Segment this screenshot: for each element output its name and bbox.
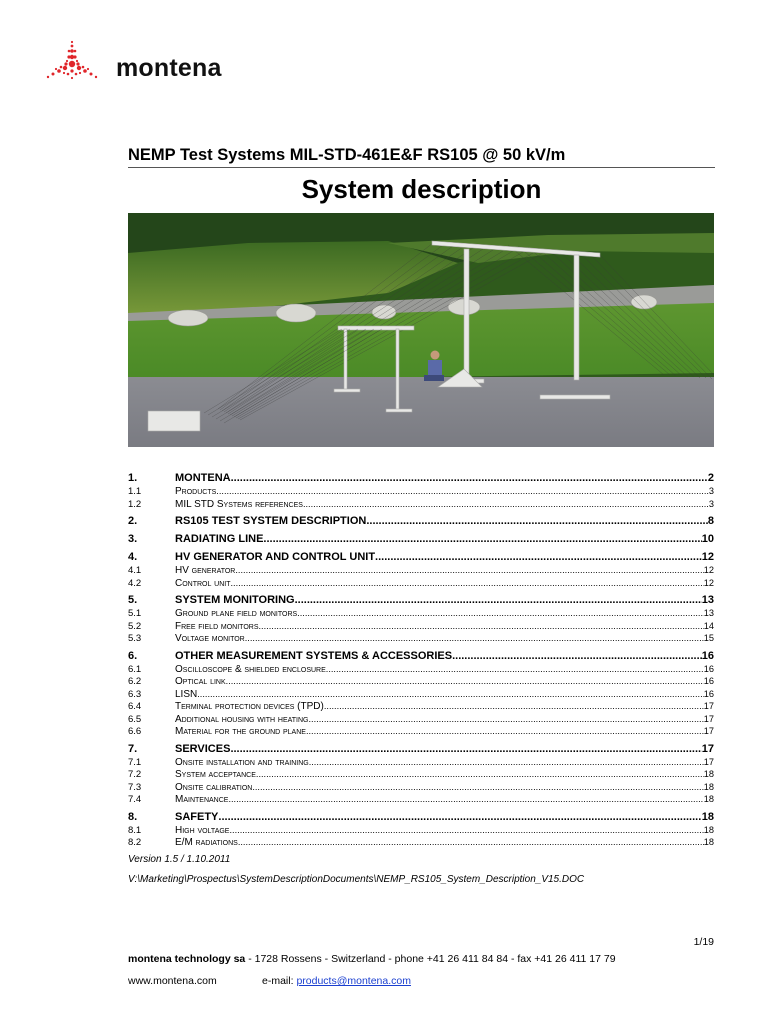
toc-section[interactable] bbox=[128, 551, 714, 564]
toc-title: HV generator bbox=[175, 565, 236, 576]
toc-page-number: 8 bbox=[707, 515, 714, 527]
toc-page-number: 18 bbox=[703, 824, 714, 835]
document-file-path: V:\Marketing\Prospectus\SystemDescriptionDocuments\NEMP_RS105_System_Description_V15.DOC bbox=[128, 874, 585, 885]
toc-leader-dots bbox=[259, 620, 704, 633]
toc-page-number: 17 bbox=[703, 713, 714, 724]
toc-number: 1.1 bbox=[128, 486, 142, 497]
toc-leader-dots bbox=[306, 725, 704, 738]
toc-page-number: 12 bbox=[703, 577, 714, 588]
toc-title: Products bbox=[175, 486, 217, 497]
toc-number: 4.2 bbox=[128, 577, 142, 589]
toc-leader-dots bbox=[324, 700, 704, 713]
toc-page-number: 13 bbox=[703, 608, 714, 618]
toc-page-number: 3 bbox=[708, 498, 714, 509]
toc-subsection[interactable] bbox=[128, 577, 714, 590]
toc-leader-dots bbox=[375, 551, 702, 564]
toc-subsection[interactable] bbox=[128, 756, 714, 769]
toc-number: 6.6 bbox=[128, 726, 142, 737]
toc-section[interactable] bbox=[128, 594, 714, 607]
toc-leader-dots bbox=[245, 632, 704, 645]
toc-page-number: 18 bbox=[703, 794, 714, 804]
toc-title: MIL STD Systems references bbox=[175, 498, 303, 510]
toc-leader-dots bbox=[230, 743, 701, 756]
toc-leader-dots bbox=[228, 793, 703, 806]
toc-subsection[interactable] bbox=[128, 688, 714, 701]
footer-email-label: e-mail: bbox=[262, 975, 297, 987]
toc-leader-dots bbox=[252, 781, 703, 794]
toc-number: 6.2 bbox=[128, 676, 142, 687]
toc-page-number: 18 bbox=[703, 781, 714, 792]
toc-subsection[interactable] bbox=[128, 725, 714, 738]
toc-subsection[interactable] bbox=[128, 564, 714, 577]
toc-page-number: 18 bbox=[701, 810, 714, 823]
toc-subsection[interactable] bbox=[128, 713, 714, 726]
toc-title: E/M radiations bbox=[175, 837, 238, 848]
toc-page-number: 3 bbox=[708, 486, 714, 496]
brand-name: montena bbox=[116, 54, 222, 82]
toc-title: Ground plane field monitors bbox=[175, 608, 298, 619]
toc-title: Additional housing with heating bbox=[175, 713, 309, 725]
company-logo bbox=[42, 38, 242, 94]
toc-page-number: 16 bbox=[703, 676, 714, 686]
toc-page-number: 17 bbox=[703, 756, 714, 767]
toc-title: Optical link bbox=[175, 676, 226, 687]
toc-page-number: 16 bbox=[703, 688, 714, 699]
toc-leader-dots bbox=[256, 768, 704, 781]
toc-leader-dots bbox=[452, 650, 702, 663]
cover-photo bbox=[128, 213, 714, 447]
toc-number: 5.1 bbox=[128, 608, 142, 619]
footer-address bbox=[128, 953, 616, 965]
toc-title: Terminal protection devices (TPD) bbox=[175, 701, 324, 712]
toc-leader-dots bbox=[326, 663, 704, 676]
toc-page-number: 12 bbox=[703, 565, 714, 575]
toc-number: 4.1 bbox=[128, 565, 142, 576]
toc-number: 1.2 bbox=[128, 498, 142, 510]
toc-page-number: 13 bbox=[701, 594, 714, 606]
toc-title: Material for the ground plane bbox=[175, 726, 306, 737]
toc-leader-dots bbox=[303, 498, 709, 511]
toc-page-number: 16 bbox=[701, 649, 714, 662]
toc-leader-dots bbox=[309, 713, 704, 726]
toc-number: 5. bbox=[128, 594, 138, 606]
header-divider bbox=[128, 167, 715, 168]
toc-page-number: 16 bbox=[703, 663, 714, 674]
toc-subsection[interactable] bbox=[128, 793, 714, 806]
toc-section[interactable] bbox=[128, 743, 714, 756]
toc-title: HV GENERATOR AND CONTROL UNIT bbox=[175, 551, 376, 563]
toc-title: High voltage bbox=[175, 824, 230, 836]
toc-subsection[interactable] bbox=[128, 663, 714, 676]
toc-leader-dots bbox=[218, 811, 701, 824]
toc-title: Voltage monitor bbox=[175, 633, 245, 644]
toc-leader-dots bbox=[231, 472, 708, 485]
footer-email-link[interactable]: products@montena.com bbox=[296, 975, 411, 987]
toc-title: Oscilloscope & shielded enclosure bbox=[175, 663, 326, 675]
toc-subsection[interactable] bbox=[128, 700, 714, 713]
toc-subsection[interactable] bbox=[128, 607, 714, 620]
toc-title: Maintenance bbox=[175, 794, 229, 805]
toc-subsection[interactable] bbox=[128, 632, 714, 645]
toc-number: 8. bbox=[128, 810, 138, 823]
toc-leader-dots bbox=[309, 756, 704, 769]
toc-leader-dots bbox=[216, 485, 709, 498]
toc-leader-dots bbox=[238, 836, 704, 849]
table-of-contents bbox=[128, 472, 714, 849]
toc-subsection[interactable] bbox=[128, 768, 714, 781]
toc-number: 6.5 bbox=[128, 713, 142, 725]
toc-subsection[interactable] bbox=[128, 675, 714, 688]
toc-title: Control unit bbox=[175, 577, 231, 589]
toc-number: 6.4 bbox=[128, 701, 142, 712]
document-version: Version 1.5 / 1.10.2011 bbox=[128, 854, 231, 865]
toc-subsection[interactable] bbox=[128, 781, 714, 794]
toc-number: 7.2 bbox=[128, 769, 142, 780]
toc-subsection[interactable] bbox=[128, 498, 714, 511]
toc-page-number: 10 bbox=[701, 533, 714, 545]
toc-title: LISN bbox=[175, 688, 198, 700]
footer-website[interactable]: www.montena.com bbox=[128, 975, 217, 987]
toc-title: Onsite calibration bbox=[175, 781, 253, 793]
toc-leader-dots bbox=[295, 594, 702, 607]
toc-title: SAFETY bbox=[175, 810, 219, 823]
toc-page-number: 12 bbox=[701, 551, 714, 563]
toc-leader-dots bbox=[197, 688, 704, 701]
toc-subsection[interactable] bbox=[128, 485, 714, 498]
toc-title: Onsite installation and training bbox=[175, 756, 309, 768]
document-subtitle: NEMP Test Systems MIL-STD-461E&F RS105 @ 50 kV/m bbox=[128, 146, 566, 164]
toc-section[interactable] bbox=[128, 650, 714, 663]
toc-title: SYSTEM MONITORING bbox=[175, 594, 295, 606]
toc-number: 5.3 bbox=[128, 633, 142, 644]
footer-address-line: - 1728 Rossens - Switzerland - phone +41 26 411 84 84 - fax +41 26 411 17 79 bbox=[245, 953, 616, 965]
toc-number: 7. bbox=[128, 742, 138, 755]
toc-title: RADIATING LINE bbox=[175, 533, 264, 545]
toc-page-number: 14 bbox=[703, 620, 714, 631]
toc-leader-dots bbox=[366, 515, 708, 528]
toc-page-number: 17 bbox=[703, 726, 714, 736]
toc-page-number: 2 bbox=[707, 472, 714, 484]
toc-title: MONTENA bbox=[175, 472, 231, 484]
toc-number: 8.2 bbox=[128, 837, 142, 848]
toc-number: 4. bbox=[128, 551, 138, 563]
toc-number: 3. bbox=[128, 533, 138, 545]
montena-logo-icon bbox=[42, 38, 110, 94]
page-number: 1/19 bbox=[693, 936, 714, 948]
toc-number: 5.2 bbox=[128, 620, 142, 632]
toc-subsection[interactable] bbox=[128, 824, 714, 837]
toc-leader-dots bbox=[263, 533, 701, 546]
footer-contact bbox=[128, 975, 411, 987]
toc-page-number: 15 bbox=[703, 633, 714, 643]
toc-page-number: 17 bbox=[703, 701, 714, 711]
toc-title: SERVICES bbox=[175, 742, 231, 755]
toc-title: System acceptance bbox=[175, 769, 256, 780]
toc-leader-dots bbox=[226, 675, 704, 688]
toc-number: 6.1 bbox=[128, 663, 142, 675]
toc-leader-dots bbox=[297, 607, 704, 620]
toc-leader-dots bbox=[231, 577, 704, 590]
toc-number: 2. bbox=[128, 515, 138, 527]
toc-number: 7.1 bbox=[128, 756, 142, 768]
document-title: System description bbox=[301, 174, 542, 204]
toc-number: 1. bbox=[128, 472, 138, 484]
toc-leader-dots bbox=[235, 564, 703, 577]
toc-number: 7.3 bbox=[128, 781, 142, 793]
toc-page-number: 18 bbox=[703, 837, 714, 847]
toc-leader-dots bbox=[229, 824, 703, 837]
toc-number: 8.1 bbox=[128, 824, 142, 836]
toc-section[interactable] bbox=[128, 533, 714, 546]
footer-company: montena technology sa bbox=[128, 953, 246, 965]
toc-subsection[interactable] bbox=[128, 836, 714, 849]
toc-page-number: 17 bbox=[701, 742, 714, 755]
toc-section[interactable] bbox=[128, 515, 714, 528]
toc-subsection[interactable] bbox=[128, 620, 714, 633]
toc-number: 7.4 bbox=[128, 794, 142, 805]
toc-section[interactable] bbox=[128, 811, 714, 824]
toc-title: RS105 TEST SYSTEM DESCRIPTION bbox=[175, 515, 367, 527]
toc-title: Free field monitors bbox=[175, 620, 259, 632]
toc-number: 6.3 bbox=[128, 688, 142, 700]
toc-section[interactable] bbox=[128, 472, 714, 485]
toc-number: 6. bbox=[128, 649, 138, 662]
toc-page-number: 18 bbox=[703, 769, 714, 779]
toc-title: OTHER MEASUREMENT SYSTEMS & ACCESSORIES bbox=[175, 649, 453, 662]
